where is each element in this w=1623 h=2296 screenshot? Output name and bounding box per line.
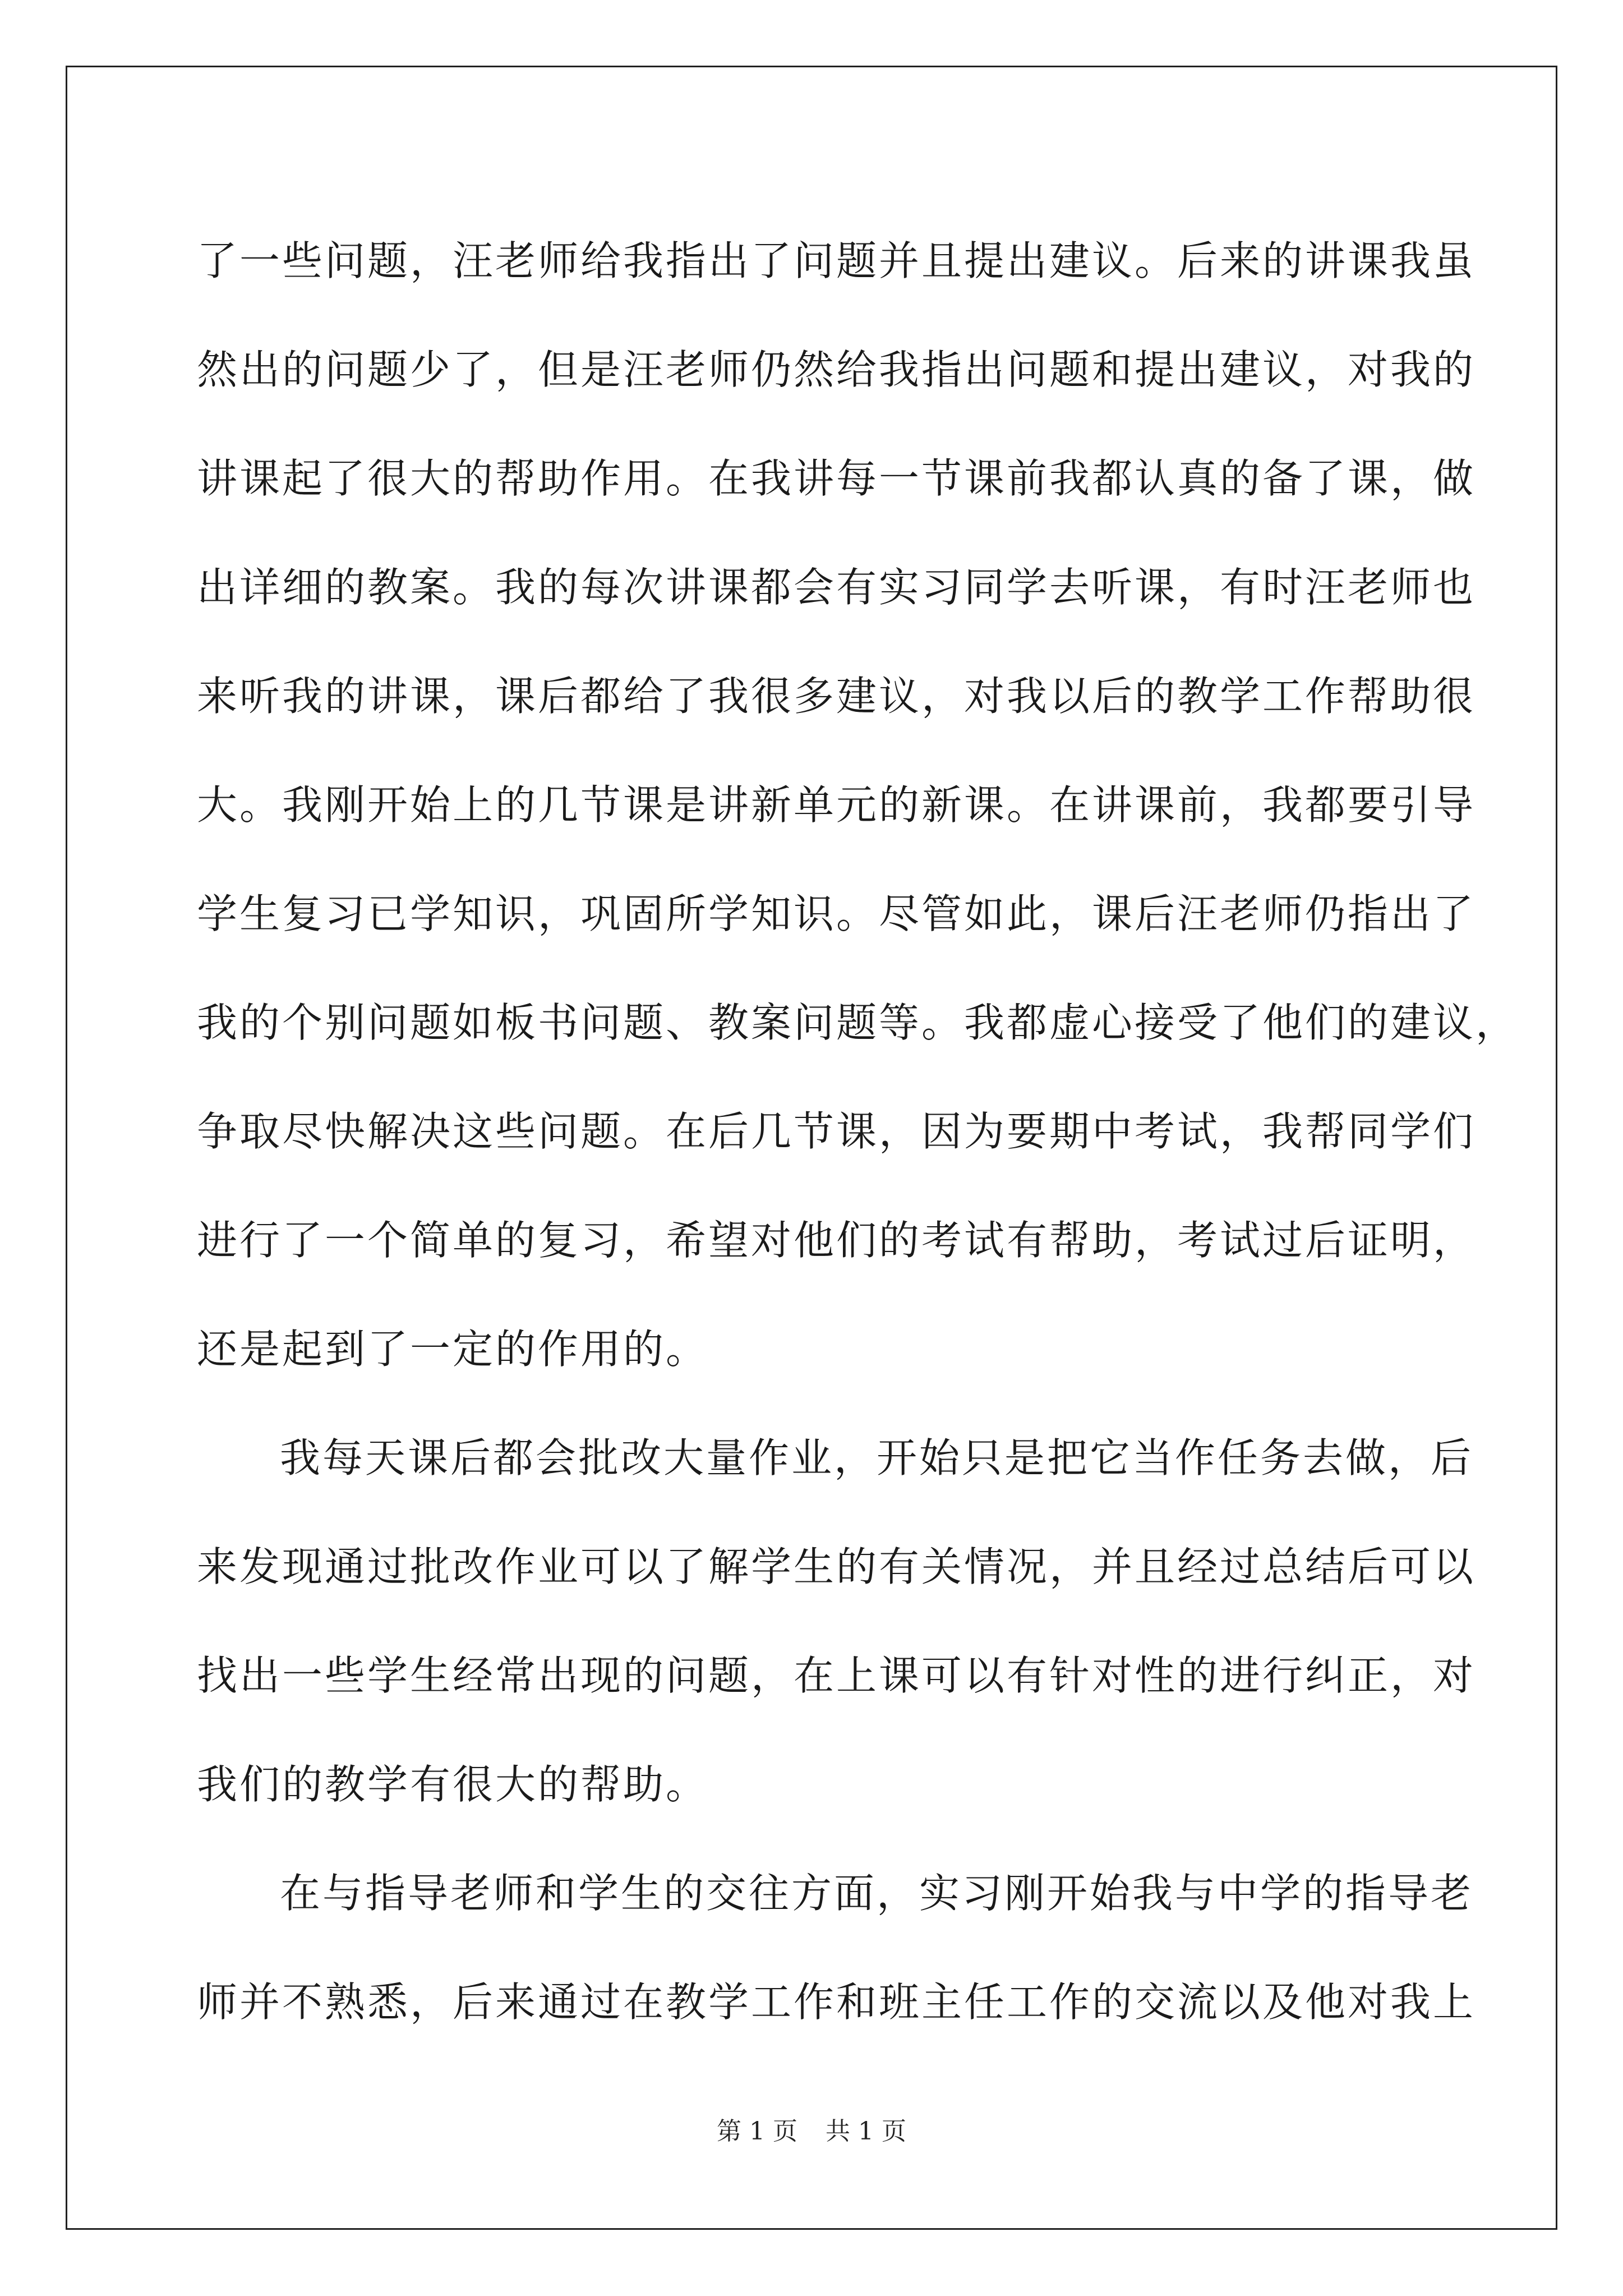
text-line: 大。我刚开始上的几节课是讲新单元的新课。在讲课前，我都要引导: [197, 781, 1476, 829]
text-line: 学生复习已学知识，巩固所学知识。尽管如此，课后汪老师仍指出了: [197, 890, 1476, 937]
text-line: 争取尽快解决这些问题。在后几节课，因为要期中考试，我帮同学们: [197, 1108, 1476, 1155]
page-total: 共 1 页: [826, 2117, 906, 2146]
page-footer: [0, 2115, 1623, 2148]
text-line: 来听我的讲课，课后都给了我很多建议，对我以后的教学工作帮助很: [197, 673, 1476, 720]
text-line: 我的个别问题如板书问题、教案问题等。我都虚心接受了他们的建议，: [197, 999, 1519, 1046]
text-line: 来发现通过批改作业可以了解学生的有关情况，并且经过总结后可以: [197, 1543, 1476, 1590]
text-line: 出详细的教案。我的每次讲课都会有实习同学去听课，有时汪老师也: [197, 564, 1476, 611]
document-body: [197, 206, 1519, 2056]
paragraph-first-line: 在与指导老师和学生的交往方面，实习刚开始我与中学的指导老: [280, 1870, 1474, 1917]
text-line: 还是起到了一定的作用的。: [197, 1326, 709, 1373]
text-line: 然出的问题少了，但是汪老师仍然给我指出问题和提出建议，对我的: [197, 346, 1476, 393]
text-line: 进行了一个简单的复习，希望对他们的考试有帮助，考试过后证明，: [197, 1217, 1476, 1264]
text-line: 了一些问题，汪老师给我指出了问题并且提出建议。后来的讲课我虽: [197, 237, 1476, 284]
text-line: 讲课起了很大的帮助作用。在我讲每一节课前我都认真的备了课，做: [197, 455, 1476, 502]
text-line: 师并不熟悉，后来通过在教学工作和班主任工作的交流以及他对我上: [197, 1978, 1476, 2026]
paragraph-first-line: 我每天课后都会批改大量作业，开始只是把它当作任务去做，后: [280, 1434, 1474, 1481]
text-line: 我们的教学有很大的帮助。: [197, 1761, 709, 1808]
page-number: 第 1 页: [717, 2117, 797, 2146]
text-line: 找出一些学生经常出现的问题，在上课可以有针对性的进行纠正，对: [197, 1652, 1476, 1699]
